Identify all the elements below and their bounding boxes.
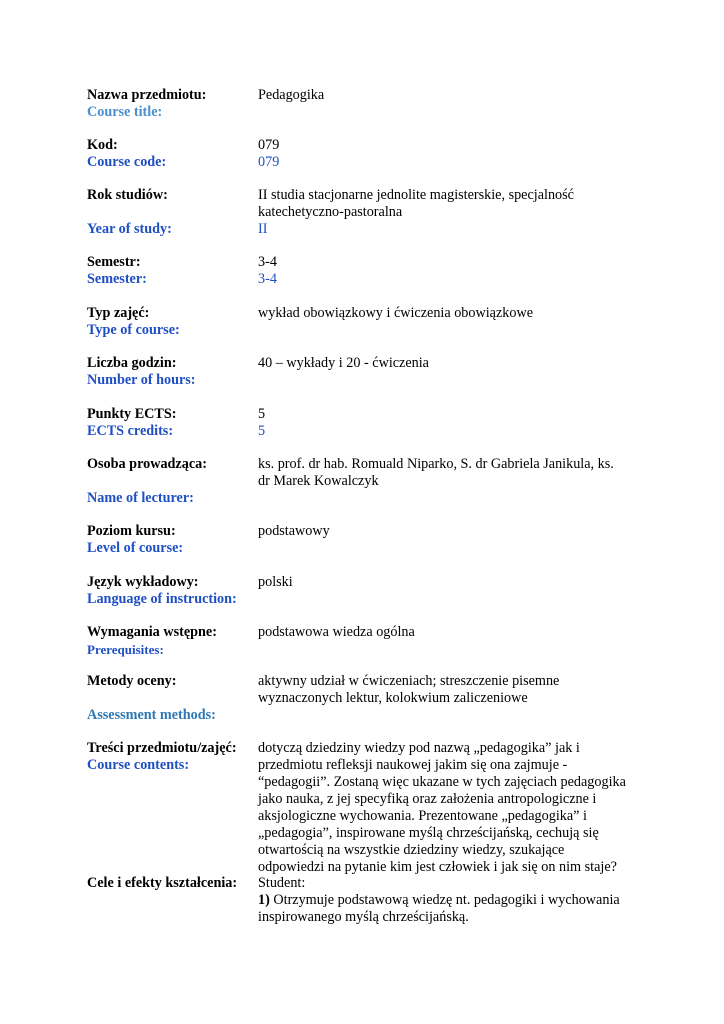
lecturer-value-line2: dr Marek Kowalczyk	[258, 473, 379, 489]
level-label: Poziom kursu:	[87, 523, 176, 539]
lecturer-label: Osoba prowadząca:	[87, 456, 207, 472]
language-value: polski	[258, 574, 293, 590]
lecturer-value-line1: ks. prof. dr hab. Romuald Niparko, S. dr Gabriela Janikula, ks.	[258, 456, 614, 472]
assessment-value-line1: aktywny udział w ćwiczeniach; streszczenie pisemne	[258, 673, 560, 689]
year-label: Rok studiów:	[87, 187, 168, 203]
goals-item-1-number: 1)	[258, 892, 270, 908]
type-value: wykład obowiązkowy i ćwiczenia obowiązkowe	[258, 305, 533, 321]
contents-line: aksjologiczne wychowania. Prezentowane „pedagogika” i	[258, 808, 587, 824]
goals-item-1-line1: Otrzymuje podstawową wiedzę nt. pedagogiki i wychowania	[269, 892, 620, 908]
level-value: podstawowy	[258, 523, 330, 539]
goals-item-1-line2: inspirowanego myślą chrześcijańską.	[258, 909, 469, 925]
course-code-value: 079	[258, 137, 280, 153]
contents-text	[258, 740, 643, 876]
semester-value: 3-4	[258, 254, 277, 270]
hours-label: Liczba godzin:	[87, 355, 177, 371]
contents-line: “pedagogii”. Zostaną więc ukazane w tych zajęciach pedagogika	[258, 774, 626, 790]
contents-label: Treści przedmiotu/zajęć:	[87, 740, 237, 756]
contents-line: jako nauka, z jej specyfiką oraz założenia antropologiczne i	[258, 791, 597, 807]
assessment-label-en: Assessment methods:	[87, 707, 216, 723]
assessment-label: Metody oceny:	[87, 673, 177, 689]
year-label-en: Year of study:	[87, 221, 172, 237]
course-code-label: Kod:	[87, 137, 118, 153]
contents-line: „pedagogia”, inspirowane myślą chrześcijańską, cechują się	[258, 825, 599, 841]
goals-student: Student:	[258, 875, 306, 891]
hours-label-en: Number of hours:	[87, 372, 196, 388]
semester-value-en: 3-4	[258, 271, 277, 287]
contents-line: dotyczą dziedziny wiedzy pod nazwą „pedagogika” jak i	[258, 740, 580, 756]
course-title-value: Pedagogika	[258, 87, 325, 103]
prereq-label: Wymagania wstępne:	[87, 624, 217, 640]
contents-line: odpowiedzi na pytanie kim jest człowiek i jak się on nim staje?	[258, 859, 617, 875]
contents-label-en: Course contents:	[87, 757, 190, 773]
prereq-label-en: Prerequisites:	[87, 642, 164, 657]
course-code-value-en: 079	[258, 154, 280, 170]
language-label: Język wykładowy:	[87, 574, 199, 590]
course-title-label-en: Course title:	[87, 104, 163, 120]
type-label-en: Type of course:	[87, 322, 180, 338]
goals-label: Cele i efekty kształcenia:	[87, 875, 238, 891]
goals-item-1	[258, 892, 643, 926]
prereq-value: podstawowa wiedza ogólna	[258, 624, 415, 640]
assessment-value-line2: wyznaczonych lektur, kolokwium zaliczeniowe	[258, 690, 528, 706]
year-value-en: II	[258, 221, 268, 237]
type-label: Typ zajęć:	[87, 305, 150, 321]
contents-line: otwartością na wszystkie dziedziny wiedzy, szukające	[258, 842, 565, 858]
lecturer-label-en: Name of lecturer:	[87, 490, 194, 506]
year-value-line2: katechetyczno-pastoralna	[258, 204, 403, 220]
ects-label: Punkty ECTS:	[87, 406, 177, 422]
ects-value-en: 5	[258, 423, 266, 439]
ects-label-en: ECTS credits:	[87, 423, 174, 439]
year-value-line1: II studia stacjonarne jednolite magisterskie, specjalność	[258, 187, 574, 203]
semester-label-en: Semester:	[87, 271, 147, 287]
hours-value: 40 – wykłady i 20 - ćwiczenia	[258, 355, 429, 371]
ects-value: 5	[258, 406, 266, 422]
contents-line: przedmiotu refleksji naukowej jakim się ona zajmuje -	[258, 757, 568, 773]
language-label-en: Language of instruction:	[87, 591, 237, 607]
course-title-label: Nazwa przedmiotu:	[87, 87, 207, 103]
level-label-en: Level of course:	[87, 540, 184, 556]
course-code-label-en: Course code:	[87, 154, 167, 170]
semester-label: Semestr:	[87, 254, 141, 270]
